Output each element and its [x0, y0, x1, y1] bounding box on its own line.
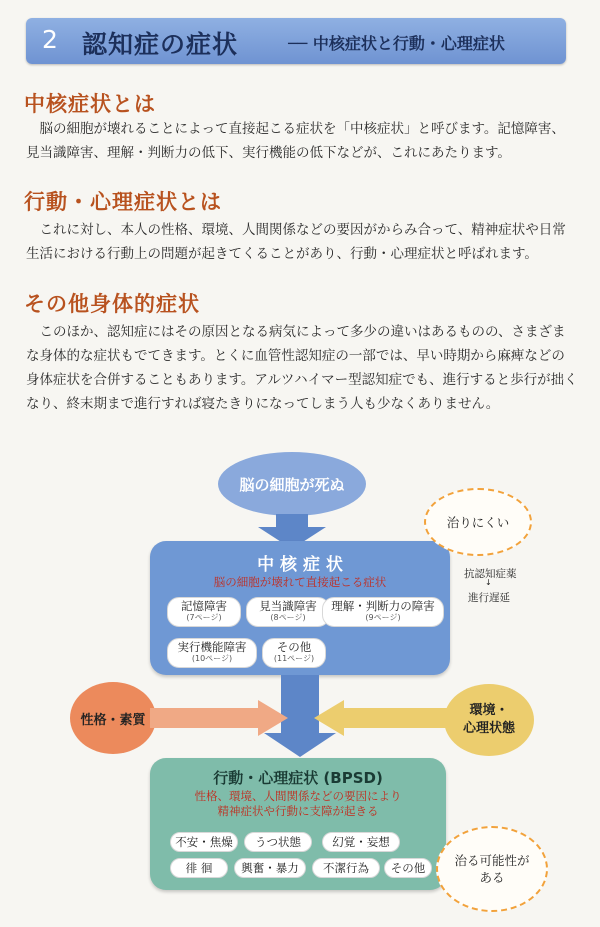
- arrow-shaft-top: [276, 514, 308, 528]
- para-core-symptoms: 脳の細胞が壊れることによって直接起こる症状を「中核症状」と呼びます。記憶障害、見当識障害、理解・判断力の低下、実行機能の低下などが、これにあたります。: [26, 121, 565, 161]
- chip-executive-label: 実行機能障害: [177, 640, 247, 654]
- page-title: 認知症の症状: [82, 30, 239, 59]
- page-subtitle: ── 中核症状と行動・心理症状: [288, 34, 505, 53]
- curable-label: 治る可能性が ある: [454, 853, 530, 885]
- chip-agitation: 興奮・暴力: [234, 858, 306, 878]
- chip-disorientation-label: 見当識障害: [259, 599, 317, 613]
- chip-executive: [167, 638, 257, 668]
- right-arrow-icon: [312, 700, 452, 736]
- heading-other-physical: その他身体的症状: [24, 292, 200, 316]
- chip-disorientation-page: (8ページ): [270, 613, 306, 622]
- heading-core-symptoms: 中核症状とは: [24, 92, 156, 116]
- core-symptoms-panel: [150, 541, 450, 675]
- para-other-physical: このほか、認知症にはその原因となる病気によって多少の違いはあるものの、さまざまな身体的な症状もでてきます。とくに血管性認知症の一部では、早い時期から麻痺などの身体症状を合併することもあります。アルツハイマー型認知症でも、進行すると歩行が拙くなり、終末期まで進行すれば寝たきりになってしまう人も少なくありません。: [26, 324, 578, 412]
- small-arrow-icon: ↓: [485, 578, 492, 587]
- chip-core-other-page: (11ページ): [273, 654, 315, 663]
- personality-label: 性格・素質: [80, 712, 146, 728]
- heading-bpsd: 行動・心理症状とは: [24, 190, 222, 214]
- chip-wandering: 徘 徊: [170, 858, 228, 878]
- core-panel-subtitle: 脳の細胞が壊れて直接起こる症状: [213, 575, 387, 589]
- chip-hallucination: 幻覚・妄想: [322, 832, 400, 852]
- left-arrow-icon: [150, 700, 290, 736]
- bpsd-subtitle: 性格、環境、人間関係などの要因により 精神症状や行動に支障が起きる: [194, 789, 402, 818]
- chip-core-other: [262, 638, 326, 668]
- title-number: 2: [42, 25, 58, 54]
- bpsd-panel: [150, 758, 446, 890]
- hard-to-cure-callout: [424, 488, 532, 556]
- para-bpsd: これに対し、本人の性格、環境、人間関係などの要因がからみ合って、精神症状や日常生活における行動上の問題が起きてくることがあり、行動・心理症状と呼ばれます。: [26, 222, 566, 262]
- environment-ellipse: [444, 684, 534, 756]
- hard-to-cure-label: 治りにくい: [446, 514, 510, 530]
- bpsd-title: 行動・心理症状 (BPSD): [213, 769, 383, 787]
- chip-memory-page: (7ページ): [186, 613, 222, 622]
- progress-delay-label: 進行遅延: [468, 592, 510, 604]
- title-bar: [26, 18, 566, 64]
- chip-memory: [167, 597, 241, 627]
- personality-ellipse: [70, 682, 156, 754]
- anti-dementia-drug-label: 抗認知症薬: [464, 568, 517, 580]
- chip-judgement: [322, 597, 444, 627]
- chip-core-other-label: その他: [276, 640, 312, 654]
- chip-judgement-label: 理解・判断力の障害: [331, 599, 435, 613]
- environment-label: 環境・ 心理状態: [462, 703, 515, 736]
- chip-executive-page: (10ページ): [191, 654, 233, 663]
- brain-cells-die-label: 脳の細胞が死ぬ: [239, 475, 345, 494]
- chip-unclean: 不潔行為: [312, 858, 380, 878]
- brain-cells-die-ellipse: [218, 452, 366, 516]
- chip-anxiety: 不安・焦燥: [170, 832, 238, 852]
- chip-judgement-page: (9ページ): [365, 613, 401, 622]
- chip-bpsd-other: その他: [384, 858, 432, 878]
- curable-callout: [436, 826, 548, 912]
- arrow-down-center-icon: [264, 733, 336, 757]
- chip-depression: うつ状態: [244, 832, 312, 852]
- chip-disorientation: [246, 597, 330, 627]
- chip-memory-label: 記憶障害: [181, 599, 227, 613]
- core-panel-title: 中 核 症 状: [257, 555, 343, 575]
